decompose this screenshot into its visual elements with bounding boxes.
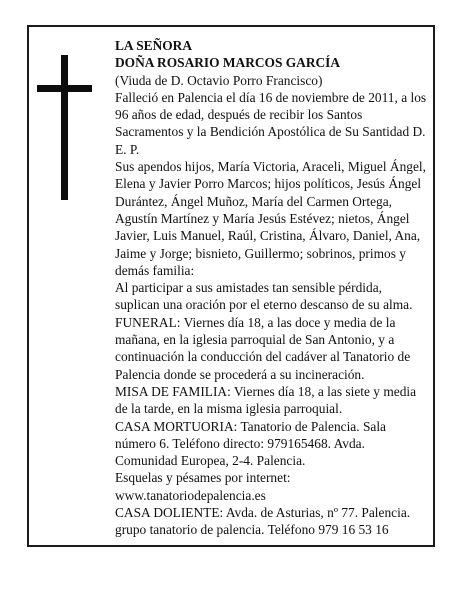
mortuary-paragraph: CASA MORTUORIA: Tanatorio de Palencia. Sala número 6. Teléfono directo: 979165468. Avda. Comunidad Europea, 2-4. Palencia. — [115, 418, 386, 469]
family-paragraph: Sus apendos hijos, María Victoria, Araceli, Miguel Ángel, Elena y Javier Porro Marcos; hijos políticos, Jesús Ángel Durántez, Ángel Muñoz, María del Carmen Ortega, Agustín Martínez y María Jesús Estévez; nietos, Ángel Javier, Luis Manuel, Raúl, Cristina, Álvaro, Daniel, Ana, Jaime y Jorge; bisnieto, Guillermo; sobrinos, primos y demás familia: — [115, 159, 426, 278]
group-phone-line: grupo tanatorio de palencia. Teléfono 979 16 53 16 — [115, 522, 389, 538]
widow-line: (Viuda de D. Octavio Porro Francisco) — [115, 72, 323, 88]
cross-icon — [37, 55, 92, 200]
cross-horizontal-bar — [37, 85, 92, 92]
death-paragraph: Falleció en Palencia el día 16 de noviembre de 2011, a los 96 años de edad, después de recibir los Santos Sacramentos y la Bendición Apostólica de Su Santidad D. E. P. — [115, 89, 427, 157]
mass-paragraph: MISA DE FAMILIA: Viernes día 18, a las siete y media de la tarde, en la misma iglesia parroquial. — [115, 383, 417, 417]
request-paragraph: Al participar a sus amistades tan sensible pérdida, suplican una oración por el eterno descanso de su alma. — [115, 280, 413, 313]
notice-title: LA SEÑORA — [115, 38, 193, 53]
notice-text — [115, 37, 427, 539]
cross-vertical-bar — [61, 55, 68, 200]
deceased-name: DOÑA ROSARIO MARCOS GARCÍA — [115, 55, 341, 71]
grieving-house-paragraph: CASA DOLIENTE: Avda. de Asturias, nº 77. Palencia. — [115, 505, 411, 521]
internet-url: www.tanatoriodepalencia.es — [115, 487, 266, 503]
internet-label: Esquelas y pésames por internet: — [115, 470, 291, 486]
funeral-paragraph: FUNERAL: Viernes día 18, a las doce y media de la mañana, en la iglesia parroquial de San Antonio, y a continuación la conducción del cadáver al Tanatorio de Palencia donde se procederá a su incineración. — [115, 314, 411, 382]
